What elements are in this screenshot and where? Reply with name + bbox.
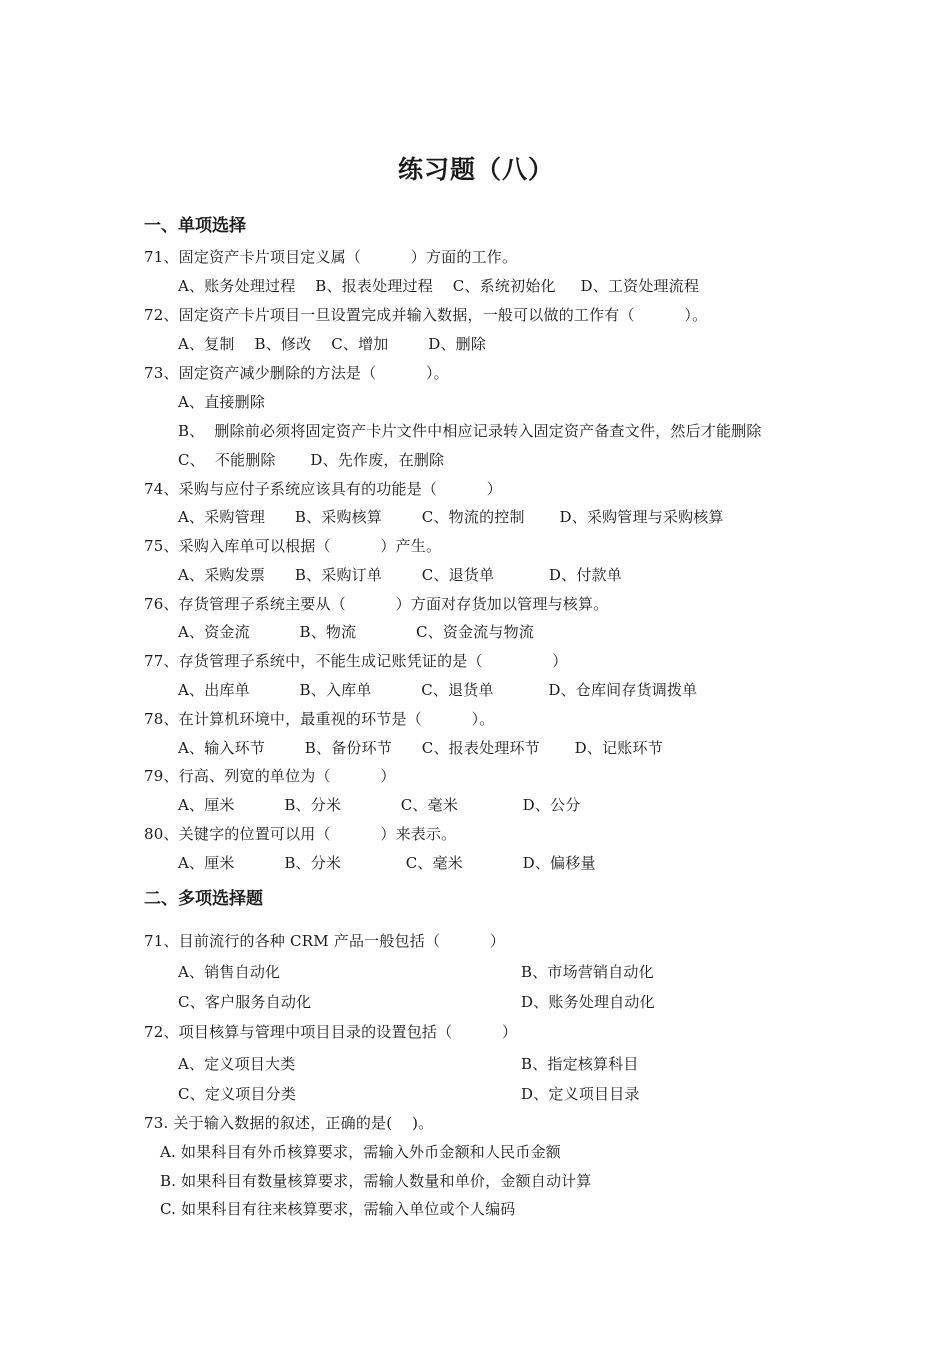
multi-question-71: 71、目前流行的各种 CRM 产品一般包括（ ） — [144, 932, 506, 950]
options-79: A、厘米 B、分米 C、毫米 D、公分 — [178, 796, 581, 814]
multi-option-71-c: C、客户服务自动化 — [178, 993, 312, 1011]
question-72: 72、固定资产卡片项目一旦设置完成并输入数据，一般可以做的工作有（ ）。 — [144, 306, 708, 324]
multi-option-72-c: C、定义项目分类 — [178, 1085, 297, 1103]
options-77: A、出库单 B、入库单 C、退货单 D、仓库间存货调拨单 — [178, 681, 698, 699]
multi-option-71-b: B、市场营销自动化 — [521, 963, 654, 981]
options-71: A、账务处理过程 B、报表处理过程 C、系统初始化 D、工资处理流程 — [178, 277, 700, 295]
multi-option-72-b: B、指定核算科目 — [521, 1055, 639, 1073]
question-73: 73、固定资产减少删除的方法是（ ）。 — [144, 364, 449, 382]
multi-option-72-d: D、定义项目目录 — [521, 1085, 640, 1103]
options-73-cd: C、 不能删除 D、先作废，在删除 — [178, 451, 445, 469]
multi-question-73: 73. 关于输入数据的叙述，正确的是( )。 — [144, 1114, 434, 1132]
question-80: 80、关键字的位置可以用（ ）来表示。 — [144, 825, 457, 843]
option-73-a: A、直接删除 — [178, 393, 266, 411]
question-75: 75、采购入库单可以根据（ ）产生。 — [144, 537, 442, 555]
question-74: 74、采购与应付子系统应该具有的功能是（ ） — [144, 480, 502, 498]
options-78: A、输入环节 B、备份环节 C、报表处理环节 D、记账环节 — [178, 739, 663, 757]
multi-option-73-c: C. 如果科目有往来核算要求，需输入单位或个人编码 — [160, 1200, 516, 1218]
question-76: 76、存货管理子系统主要从（ ）方面对存货加以管理与核算。 — [144, 595, 609, 613]
options-80: A、厘米 B、分米 C、毫米 D、偏移量 — [178, 854, 596, 872]
page-title: 练习题（八） — [397, 155, 554, 184]
section-heading-multiple-choice: 二、多项选择题 — [144, 889, 263, 909]
multi-option-73-a: A. 如果科目有外币核算要求，需输入外币金额和人民币金额 — [160, 1143, 561, 1161]
options-72: A、复制 B、修改 C、增加 D、删除 — [178, 335, 487, 353]
options-75: A、采购发票 B、采购订单 C、退货单 D、付款单 — [178, 566, 622, 584]
question-78: 78、在计算机环境中，最重视的环节是（ ）。 — [144, 710, 495, 728]
option-73-b: B、 删除前必须将固定资产卡片文件中相应记录转入固定资产备查文件，然后才能删除 — [178, 422, 762, 440]
multi-question-72: 72、项目核算与管理中项目目录的设置包括（ ） — [144, 1023, 518, 1041]
question-77: 77、存货管理子系统中，不能生成记账凭证的是（ ） — [144, 652, 568, 670]
multi-option-73-b: B. 如果科目有数量核算要求，需输人数量和单价，金额自动计算 — [160, 1172, 592, 1190]
question-79: 79、行高、列宽的单位为（ ） — [144, 767, 396, 785]
section-heading-single-choice: 一、单项选择 — [144, 216, 246, 236]
options-74: A、采购管理 B、采购核算 C、物流的控制 D、采购管理与采购核算 — [178, 508, 724, 526]
question-71: 71、固定资产卡片项目定义属（ ）方面的工作。 — [144, 248, 518, 266]
options-76: A、资金流 B、物流 C、资金流与物流 — [178, 623, 535, 641]
multi-option-71-a: A、销售自动化 — [178, 963, 281, 981]
multi-option-71-d: D、账务处理自动化 — [521, 993, 655, 1011]
multi-option-72-a: A、定义项目大类 — [178, 1055, 296, 1073]
